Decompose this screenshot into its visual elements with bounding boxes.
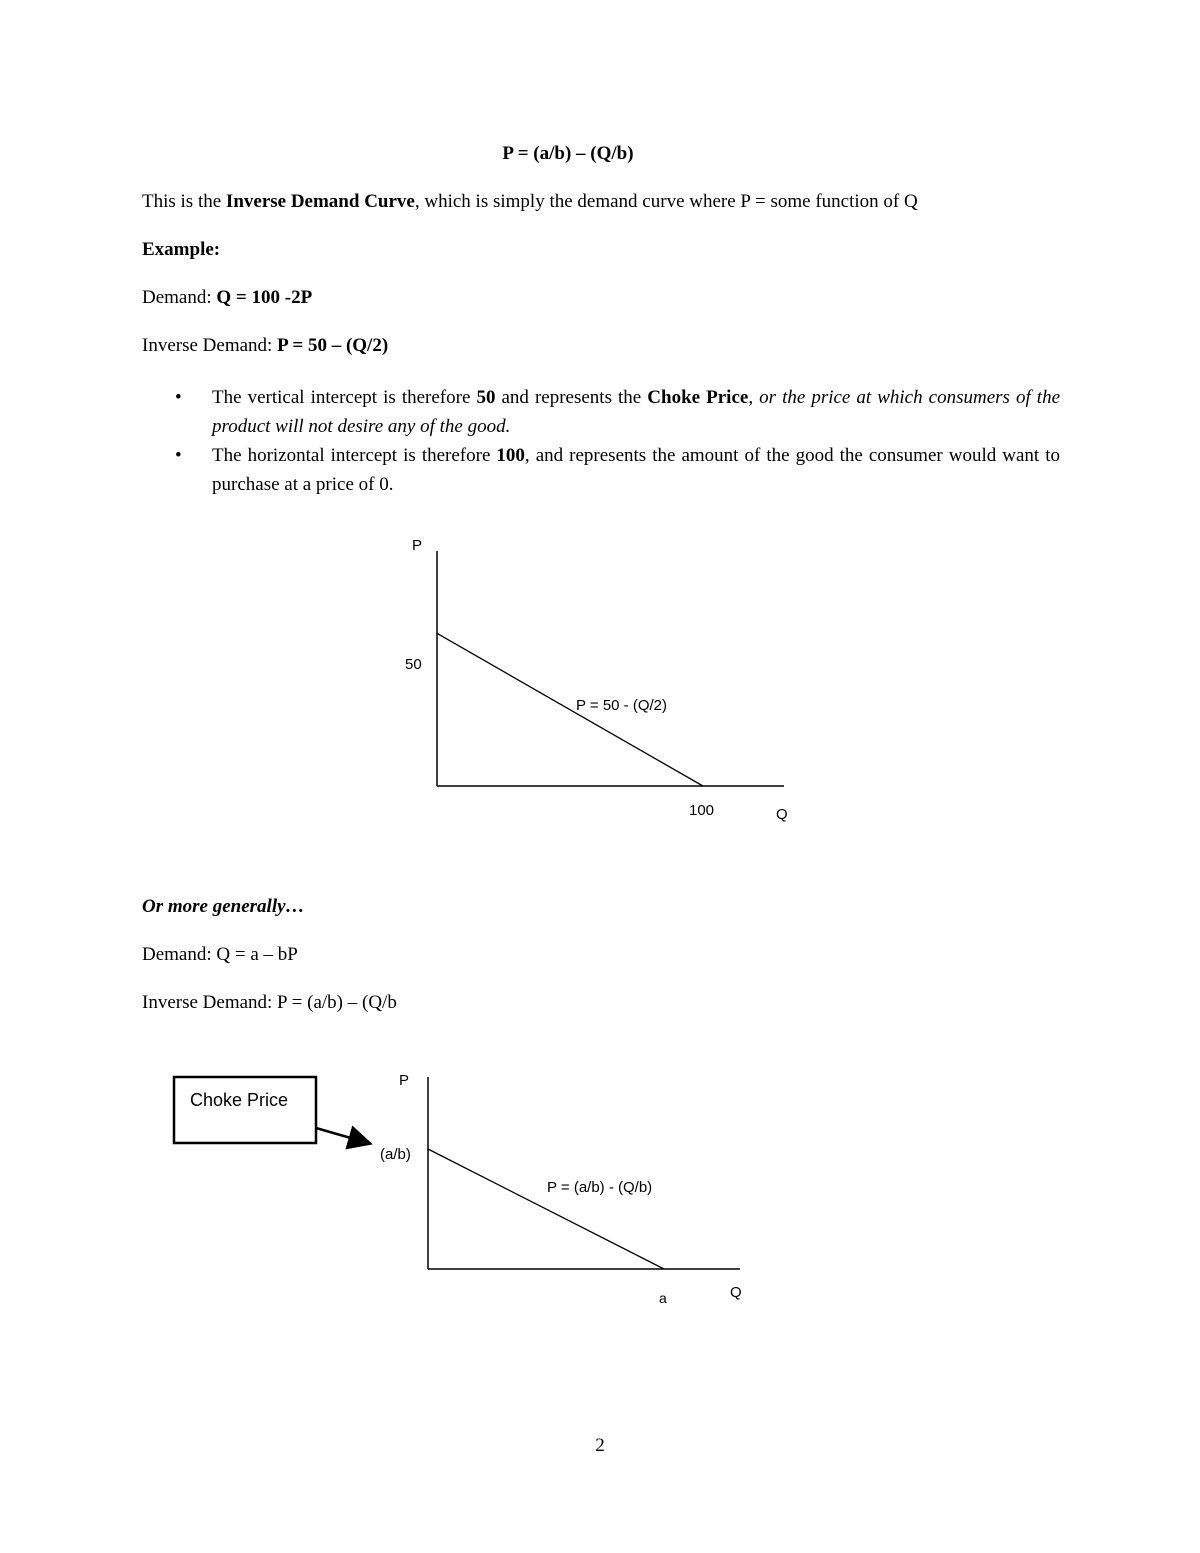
demand-label: Demand: [142,287,217,308]
bullet-text: The horizontal intercept is therefore [212,445,497,466]
chart1-xlabel: Q [776,806,788,823]
intro-text-pre: This is the [142,191,226,212]
inverse-demand-equation: P = 50 – (Q/2) [277,335,389,356]
chart2-demand-line [428,1149,664,1269]
choke-price-callout-box [174,1077,316,1143]
bullet-italic-text: or the price at which consumers of the product will not desire any of the good. [212,387,1061,437]
choke-price-callout-label: Choke Price [190,1090,289,1110]
bullet-text: , [748,387,760,408]
page-number: 2 [595,1435,605,1456]
intro-term: Inverse Demand Curve [225,191,415,212]
callout-arrow-icon [316,1128,368,1143]
chart1-line-label: P = 50 - (Q/2) [576,697,668,714]
chart2-y-intercept-label: (a/b) [380,1146,411,1163]
general-heading: Or more generally… [142,896,305,917]
chart1-ylabel: P [412,537,423,554]
bullet-value: 50 [476,387,496,408]
bullet-term: Choke Price [647,387,749,408]
example-label: Example: [142,239,221,260]
chart1-y-intercept-label: 50 [405,656,422,673]
chart2-xlabel: Q [730,1284,742,1301]
bullet-text: and represents the [495,387,648,408]
bullet-icon: • [175,445,182,466]
heading-equation: P = (a/b) – (Q/b) [502,143,634,164]
inverse-demand-label: Inverse Demand: [142,335,278,356]
bullet-value: 100 [496,445,525,466]
chart2-line-label: P = (a/b) - (Q/b) [547,1179,653,1196]
bullet-text: , and represents the amount of the good the consumer would want to purchase at a price of 0. [212,445,1060,495]
chart1-x-intercept-label: 100 [689,802,715,819]
bullet-icon: • [175,387,182,408]
chart2-x-intercept-label: a [659,1290,667,1306]
intro-text-post: , which is simply the demand curve where P = some function of Q [414,191,918,212]
general-inverse-demand: Inverse Demand: P = (a/b) – (Q/b [142,992,397,1013]
demand-equation: Q = 100 -2P [216,287,313,308]
bullet-text: The vertical intercept is therefore [212,387,477,408]
chart2-ylabel: P [399,1072,410,1089]
general-demand: Demand: Q = a – bP [142,944,298,965]
